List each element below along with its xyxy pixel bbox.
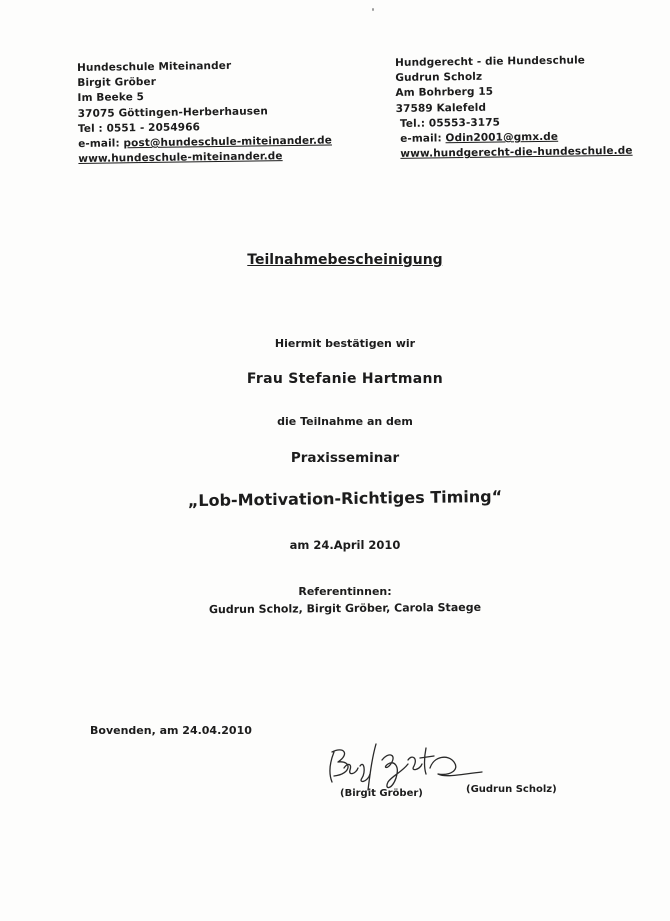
sender-left-city: 37075 Göttingen-Herberhausen <box>77 104 268 120</box>
sender-left-person: Birgit Gröber <box>77 76 157 90</box>
sender-right-address <box>395 53 633 163</box>
confirm-text: Hiermit bestätigen wir <box>274 337 416 350</box>
speakers-label: Referentinnen: <box>298 585 392 598</box>
sender-left-street: Im Beeke 5 <box>77 91 145 105</box>
place-and-date: Bovenden, am 24.04.2010 <box>90 724 252 737</box>
sender-left-name: Hundeschule Miteinander <box>77 59 232 74</box>
seminar-title: „Lob-Motivation-Richtiges Timing“ <box>187 486 503 511</box>
sender-left-email-prefix: e-mail: <box>78 137 124 151</box>
sender-right-person: Gudrun Scholz <box>395 70 483 85</box>
sender-right-city: 37589 Kalefeld <box>395 101 487 115</box>
sender-right-phone: Tel.: 05553-3175 <box>399 116 501 130</box>
sender-left-phone: Tel : 0551 - 2054966 <box>77 121 201 135</box>
sender-right-web-link[interactable]: www.hundgerecht-die-hundeschule.de <box>400 144 633 161</box>
event-type: Praxisseminar <box>290 450 400 466</box>
scan-speck <box>372 8 374 11</box>
sender-left-web-link[interactable]: www.hundeschule-miteinander.de <box>78 150 283 166</box>
sender-right-email-prefix: e-mail: <box>400 132 446 145</box>
signer-2-name: (Gudrun Scholz) <box>466 784 557 795</box>
participation-text: die Teilnahme an dem <box>277 415 413 428</box>
sender-right-email-link[interactable]: Odin2001@gmx.de <box>445 130 559 145</box>
signer-1-name: (Birgit Gröber) <box>340 788 423 799</box>
sender-right-street: Am Bohrberg 15 <box>395 86 494 100</box>
sender-left-address <box>77 57 332 167</box>
document-title: Teilnahmebescheinigung <box>247 252 443 268</box>
speakers-names: Gudrun Scholz, Birgit Gröber, Carola Staege <box>208 600 482 617</box>
sender-right-name: Hundgerecht - die Hundeschule <box>395 54 586 69</box>
sender-left-email-link[interactable]: post@hundeschule-miteinander.de <box>123 134 333 150</box>
seminar-date: am 24.April 2010 <box>289 538 401 552</box>
participant-name: Frau Stefanie Hartmann <box>246 371 444 387</box>
